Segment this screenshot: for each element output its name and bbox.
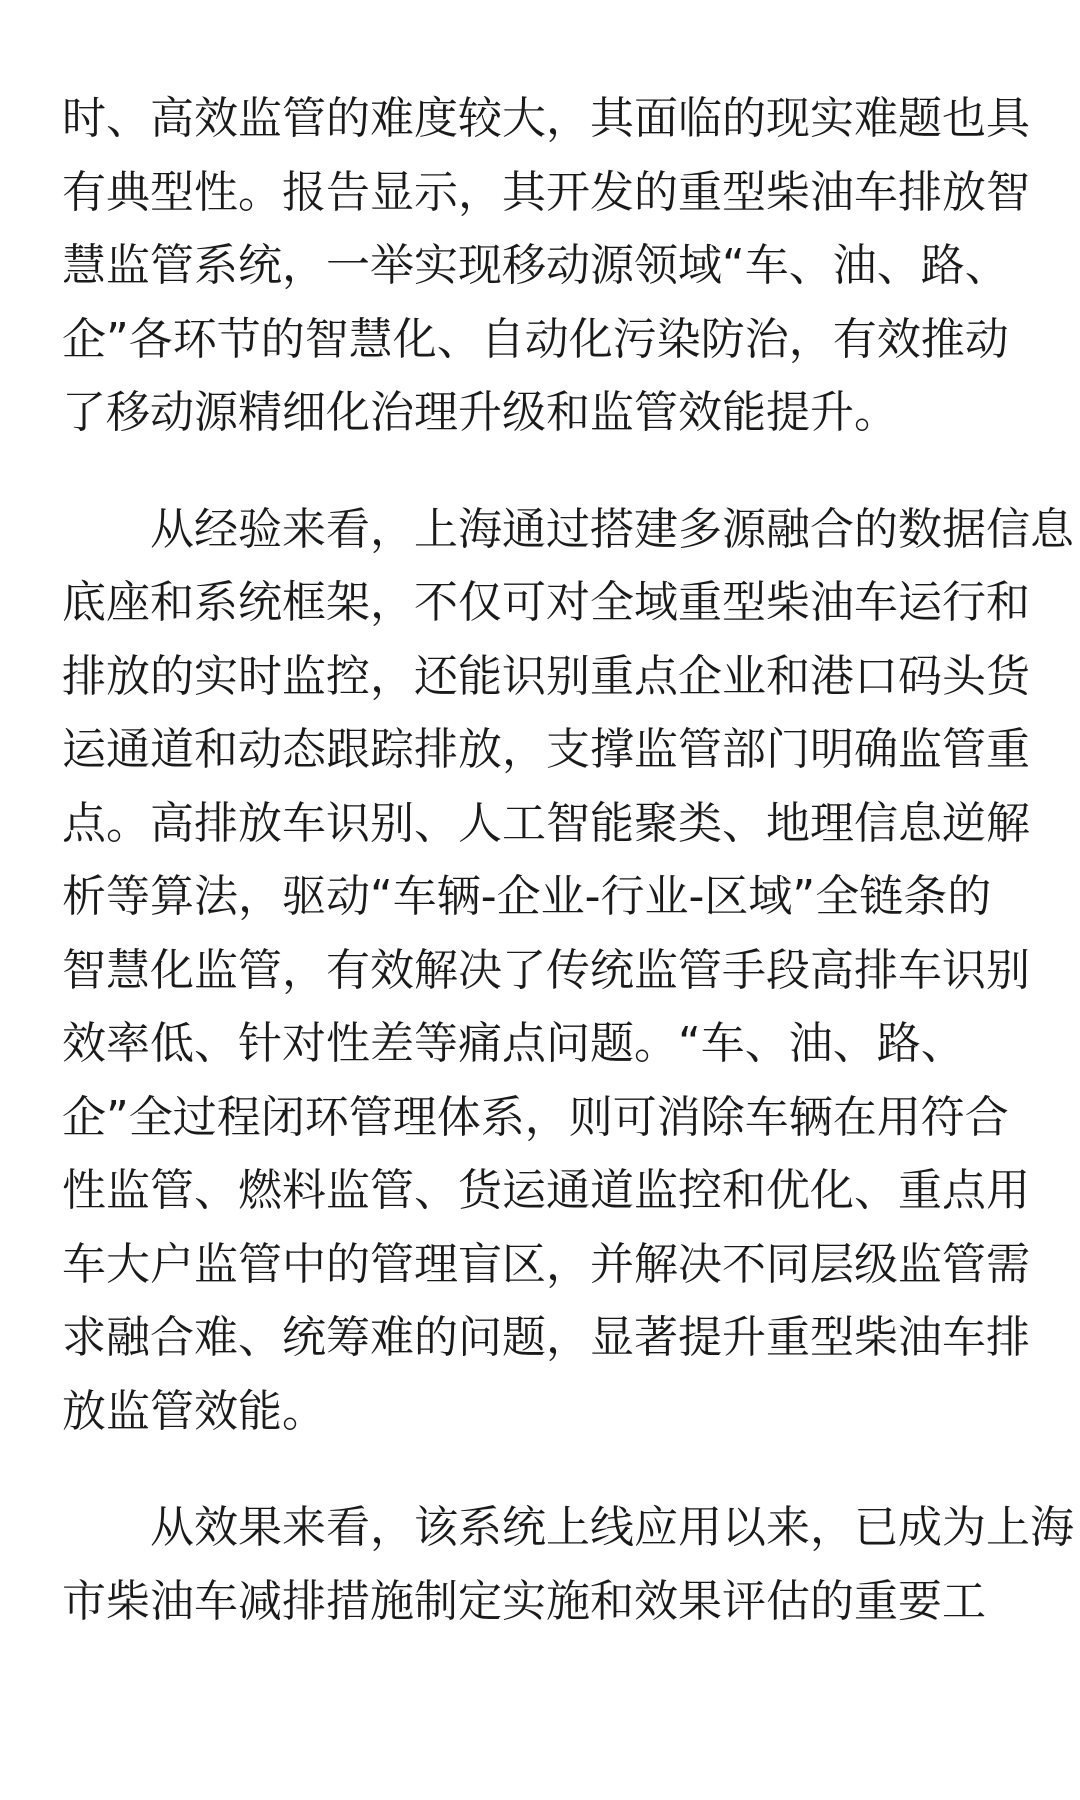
text-line: 车大户监管中的管理盲区，并解决不同层级监管需 xyxy=(62,1238,1030,1290)
text-line: 有典型性。报告显示，其开发的重型柴油车排放智 xyxy=(62,166,1030,218)
text-line: 市柴油车减排措施制定实施和效果评估的重要工 xyxy=(62,1575,986,1627)
text-line: 企”全过程闭环管理体系，则可消除车辆在用符合 xyxy=(62,1091,1009,1143)
text-line: 智慧化监管，有效解决了传统监管手段高排车识别 xyxy=(62,944,1030,996)
text-line: 效率低、针对性差等痛点问题。“车、油、路、 xyxy=(62,1018,965,1069)
article-body xyxy=(62,82,1074,1638)
paragraph-3 xyxy=(62,1491,1074,1638)
text-line: 排放的实时监控，还能识别重点企业和港口码头货 xyxy=(62,650,1030,702)
text-line: 从效果来看，该系统上线应用以来，已成为上海 xyxy=(62,1502,1074,1553)
text-line: 性监管、燃料监管、货运通道监控和优化、重点用 xyxy=(62,1165,1030,1216)
text-line: 时、高效监管的难度较大，其面临的现实难题也具 xyxy=(62,93,1030,144)
text-line: 运通道和动态跟踪排放，支撑监管部门明确监管重 xyxy=(62,724,1030,775)
paragraph-1 xyxy=(62,82,1030,450)
text-line: 析等算法，驱动“车辆-企业-行业-区域”全链条的 xyxy=(62,871,992,922)
text-line: 慧监管系统，一举实现移动源领域“车、油、路、 xyxy=(62,240,1009,291)
text-line: 求融合难、统筹难的问题，显著提升重型柴油车排 xyxy=(62,1312,1030,1363)
text-line: 底座和系统框架，不仅可对全域重型柴油车运行和 xyxy=(62,577,1030,628)
text-line: 企”各环节的智慧化、自动化污染防治，有效推动 xyxy=(62,313,1009,365)
paragraph-2 xyxy=(62,493,1074,1449)
text-line: 从经验来看，上海通过搭建多源融合的数据信息 xyxy=(62,503,1074,555)
text-line: 点。高排放车识别、人工智能聚类、地理信息逆解 xyxy=(62,797,1030,849)
text-line: 放监管效能。 xyxy=(62,1385,326,1437)
text-line: 了移动源精细化治理升级和监管效能提升。 xyxy=(62,387,898,438)
